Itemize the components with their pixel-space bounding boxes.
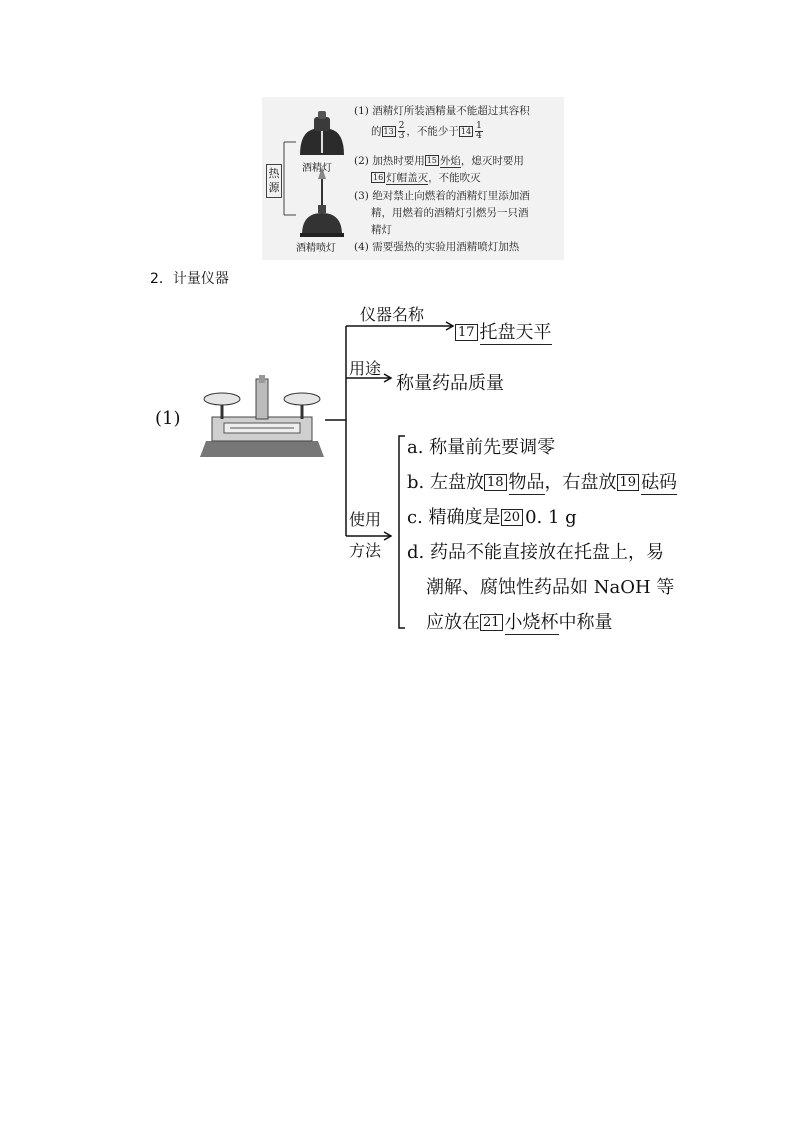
branch-instrument-name-label: 仪器名称 [360, 305, 425, 324]
method-d-line-3: 应放在 21 小烧杯中称量 [426, 612, 613, 633]
note-3-line-3: 精灯 [371, 224, 392, 236]
instrument-name-answer: 17 托盘天平 [455, 318, 552, 344]
note-3-line-1: (3) 绝对禁止向燃着的酒精灯里添加酒 [354, 190, 530, 202]
method-d-line-1: d. 药品不能直接放在托盘上，易 [407, 542, 664, 563]
method-d-line-2: 潮解、腐蚀性药品如 NaOH 等 [426, 577, 675, 598]
heat-source-label: 热源 [266, 164, 282, 198]
branch-method-label-2: 方法 [349, 541, 382, 560]
alcohol-burner-caption: 酒精喷灯 [296, 243, 336, 254]
branch-use-label: 用途 [349, 359, 382, 378]
section-title: 2．计量仪器 [150, 271, 229, 287]
note-2-line-1: (2) 加热时要用 15 外焰，熄灭时要用 [354, 155, 524, 167]
note-3-line-2: 精，用燃着的酒精灯引燃另一只酒 [371, 207, 529, 219]
tray-balance-icon [200, 375, 324, 457]
use-text: 称量药品质量 [396, 373, 504, 394]
note-1-line-2: 的 13 $\frac{2}{3}$ ，不能少于 14 $\frac{1}{4}$ [371, 121, 482, 141]
method-c: c. 精确度是 20 0. 1 g [407, 507, 577, 528]
branch-method-label-1: 使用 [349, 510, 382, 529]
alcohol-lamp-caption: 酒精灯 [302, 163, 332, 174]
item-number: (1) [155, 408, 181, 429]
method-a: a. 称量前先要调零 [407, 437, 556, 458]
balance-illustration [200, 375, 324, 457]
note-2-line-2: 16 灯帽盖灭，不能吹灭 [373, 172, 481, 184]
note-1-line-1: (1) 酒精灯所装酒精量不能超过其容积 [354, 105, 530, 117]
method-b: b. 左盘放 18 物品，右盘放 19 砝码 [407, 472, 678, 493]
note-4-line-1: (4) 需要强热的实验用酒精喷灯加热 [354, 241, 520, 253]
